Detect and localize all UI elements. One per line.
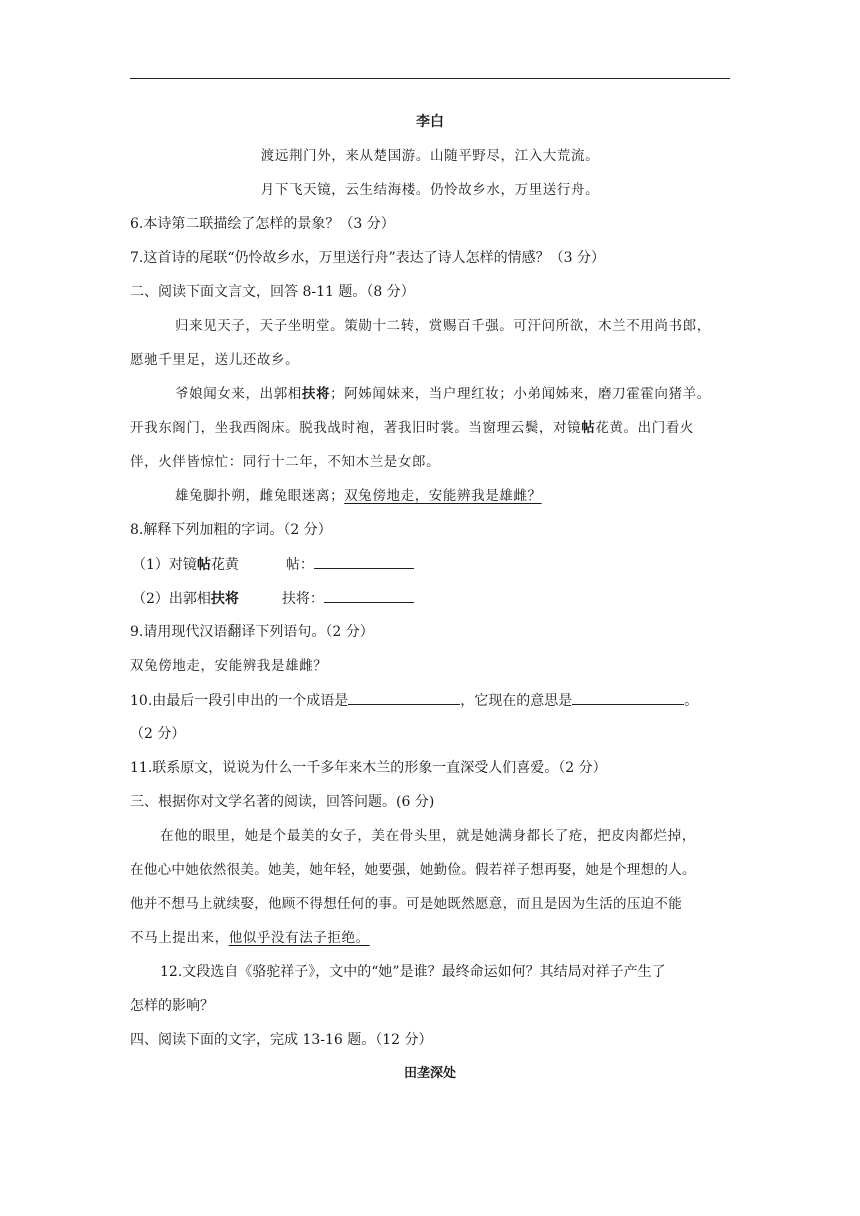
item-text: （2）出郭相 [132, 591, 211, 607]
answer-label: 帖： [285, 557, 314, 573]
bold-term-fujiang: 扶将 [210, 591, 239, 607]
question-8-item-1 [132, 554, 742, 575]
classical-text: 开我东阁门，坐我西阁床。脱我战时袍，著我旧时裳。当窗理云鬓，对镜 [130, 420, 582, 436]
bold-term-tie: 帖 [581, 420, 596, 436]
question-12-line-1: 12.文段选自《骆驼祥子》，文中的“她”是谁？最终命运如何？其结局对祥子产生了 [160, 964, 666, 980]
classical-text: 爷娘闻女来，出郭相 [175, 386, 302, 402]
poem-line-1: 渡远荆门外，来从楚国游。山随平野尽，江入大荒流。 [260, 148, 600, 164]
answer-label: 扶将： [281, 591, 324, 607]
question-7: 7.这首诗的尾联“仍怜故乡水，万里送行舟”表达了诗人怎样的情感？（3 分） [130, 250, 606, 266]
classical-text: 雄兔脚扑朔，雌兔眼迷离； [175, 488, 345, 504]
section-3-heading: 三、根据你对文学名著的阅读，回答问题。(6 分) [130, 794, 435, 810]
classical-para-1a: 归来见天子，天子坐明堂。策勋十二转，赏赐百千强。可汗问所欲，木兰不用尚书郎， [175, 318, 711, 334]
underlined-sentence: 他似乎没有法子拒绝。 [228, 930, 370, 946]
classical-para-1b: 愿驰千里足，送儿还故乡。 [130, 352, 300, 368]
question-12-line-2: 怎样的影响？ [130, 998, 214, 1014]
answer-blank[interactable] [314, 554, 414, 569]
passage-title: 田垄深处 [403, 1066, 456, 1081]
novel-line-3: 他并不想马上就续娶，他顾不得想任何的事。可是她既然愿意，而且是因为生活的压迫不能 [130, 896, 682, 912]
question-10-score: （2 分） [130, 726, 186, 742]
poem-line-2: 月下飞天镜，云生结海楼。仍怜故乡水，万里送行舟。 [260, 182, 600, 198]
novel-text: 不马上提出来， [130, 930, 229, 946]
classical-para-2c: 伴，火伴皆惊忙：同行十二年，不知木兰是女郎。 [130, 454, 441, 470]
question-text: 。 [684, 693, 699, 709]
underlined-sentence: 双兔傍地走，安能辨我是雄雌？ [344, 488, 542, 504]
bold-term-tie: 帖 [196, 557, 211, 573]
question-11: 11.联系原文，说说为什么一千多年来木兰的形象一直深受人们喜爱。（2 分） [130, 760, 607, 776]
bold-term-fujiang: 扶将 [301, 386, 331, 402]
question-6: 6.本诗第二联描绘了怎样的景象？（3 分） [130, 216, 395, 232]
classical-para-2a [175, 384, 785, 404]
question-8-stem: 8.解释下列加粗的字词。（2 分） [130, 522, 332, 538]
question-text: 10.由最后一段引申出的一个成语是 [130, 693, 349, 709]
answer-blank[interactable] [324, 588, 414, 603]
novel-line-2: 在他心中她依然很美。她美，她年轻，她要强，她勤俭。假若祥子想再娶，她是个理想的人。 [130, 862, 696, 878]
item-text: 花黄 [210, 557, 239, 573]
item-text: （1）对镜 [132, 557, 197, 573]
classical-text: 花黄。出门看火 [595, 420, 695, 436]
question-8-item-2 [132, 588, 742, 609]
section-2-heading: 二、阅读下面文言文，回答 8-11 题。（8 分） [130, 284, 415, 300]
novel-line-1: 在他的眼里，她是个最美的女子，美在骨头里，就是她满身都长了疮，把皮肉都烂掉， [160, 828, 696, 844]
classical-text: ；阿姊闻妹来，当户理红妆；小弟闻姊来，磨刀霍霍向猪羊。 [330, 386, 711, 402]
question-text: ，它现在的意思是 [460, 693, 573, 709]
classical-para-3 [175, 486, 785, 506]
novel-line-4 [130, 928, 740, 948]
question-9-sentence: 双兔傍地走，安能辨我是雄雌？ [130, 658, 328, 674]
question-9-stem: 9.请用现代汉语翻译下列语句。（2 分） [130, 624, 374, 640]
header-rule [130, 78, 730, 79]
question-10 [130, 690, 740, 711]
answer-blank[interactable] [572, 690, 684, 705]
poem-author: 李白 [416, 114, 444, 130]
answer-blank[interactable] [348, 690, 460, 705]
classical-para-2b [130, 418, 740, 438]
section-4-heading: 四、阅读下面的文字，完成 13-16 题。（12 分） [130, 1032, 433, 1048]
